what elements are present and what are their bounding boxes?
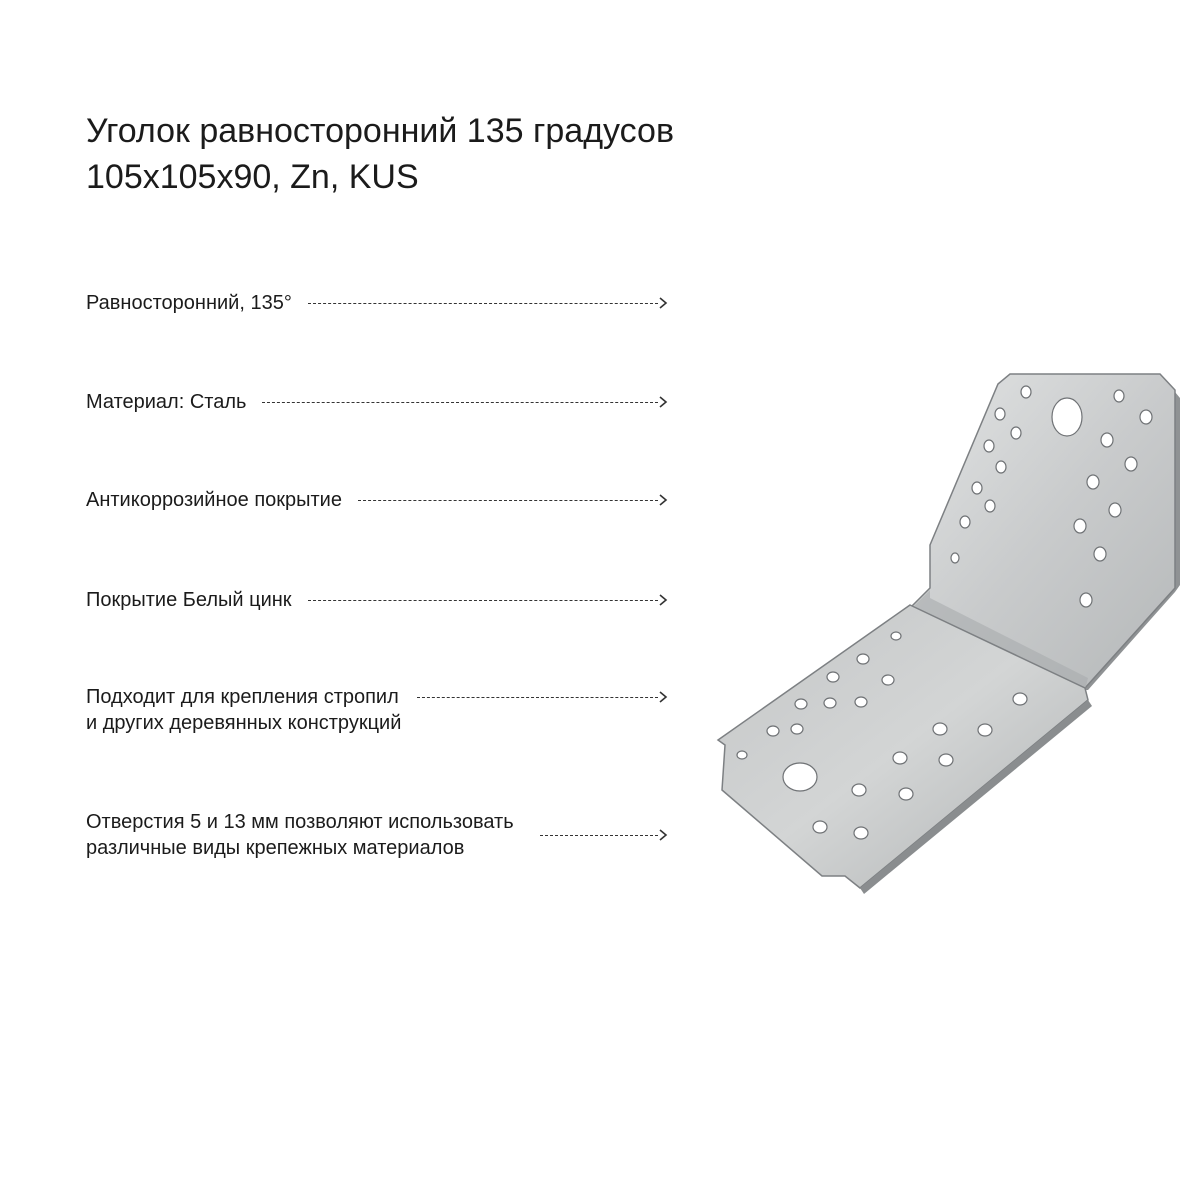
product-title-line-2: 105х105х90, Zn, KUS xyxy=(86,158,419,196)
feature-item-anticorrosion xyxy=(86,487,668,513)
feature-item-usage xyxy=(86,684,668,736)
arrow-right-icon xyxy=(658,296,668,310)
angle-bracket-image xyxy=(700,360,1180,900)
arrow-right-icon xyxy=(658,493,668,507)
feature-leader xyxy=(308,296,668,310)
feature-item-holes xyxy=(86,809,668,861)
feature-leader xyxy=(540,828,668,842)
arrow-right-icon xyxy=(658,395,668,409)
feature-item-coating xyxy=(86,587,668,613)
arrow-right-icon xyxy=(658,690,668,704)
feature-line: Подходит для крепления стропил xyxy=(86,686,399,708)
feature-line: Равносторонний, 135° xyxy=(86,292,292,314)
feature-text xyxy=(86,809,514,861)
feature-text xyxy=(86,684,401,736)
product-title-line-1: Уголок равносторонний 135 градусов xyxy=(86,112,675,150)
feature-text xyxy=(86,290,292,316)
feature-item-material xyxy=(86,389,668,415)
feature-line: Антикоррозийное покрытие xyxy=(86,489,342,511)
feature-text xyxy=(86,487,342,513)
product-title xyxy=(86,108,846,200)
arrow-right-icon xyxy=(658,593,668,607)
feature-text xyxy=(86,587,292,613)
feature-leader xyxy=(358,493,668,507)
feature-leader xyxy=(308,593,668,607)
feature-text xyxy=(86,389,246,415)
feature-line: Покрытие Белый цинк xyxy=(86,589,292,611)
feature-item-equal-sided xyxy=(86,290,668,316)
feature-leader xyxy=(417,690,668,704)
arrow-right-icon xyxy=(658,828,668,842)
feature-leader xyxy=(262,395,668,409)
feature-line: Материал: Сталь xyxy=(86,391,247,413)
feature-line: различные виды крепежных материалов xyxy=(86,837,465,859)
feature-line: и других деревянных конструкций xyxy=(86,712,402,734)
feature-line: Отверстия 5 и 13 мм позволяют использовать xyxy=(86,811,514,833)
